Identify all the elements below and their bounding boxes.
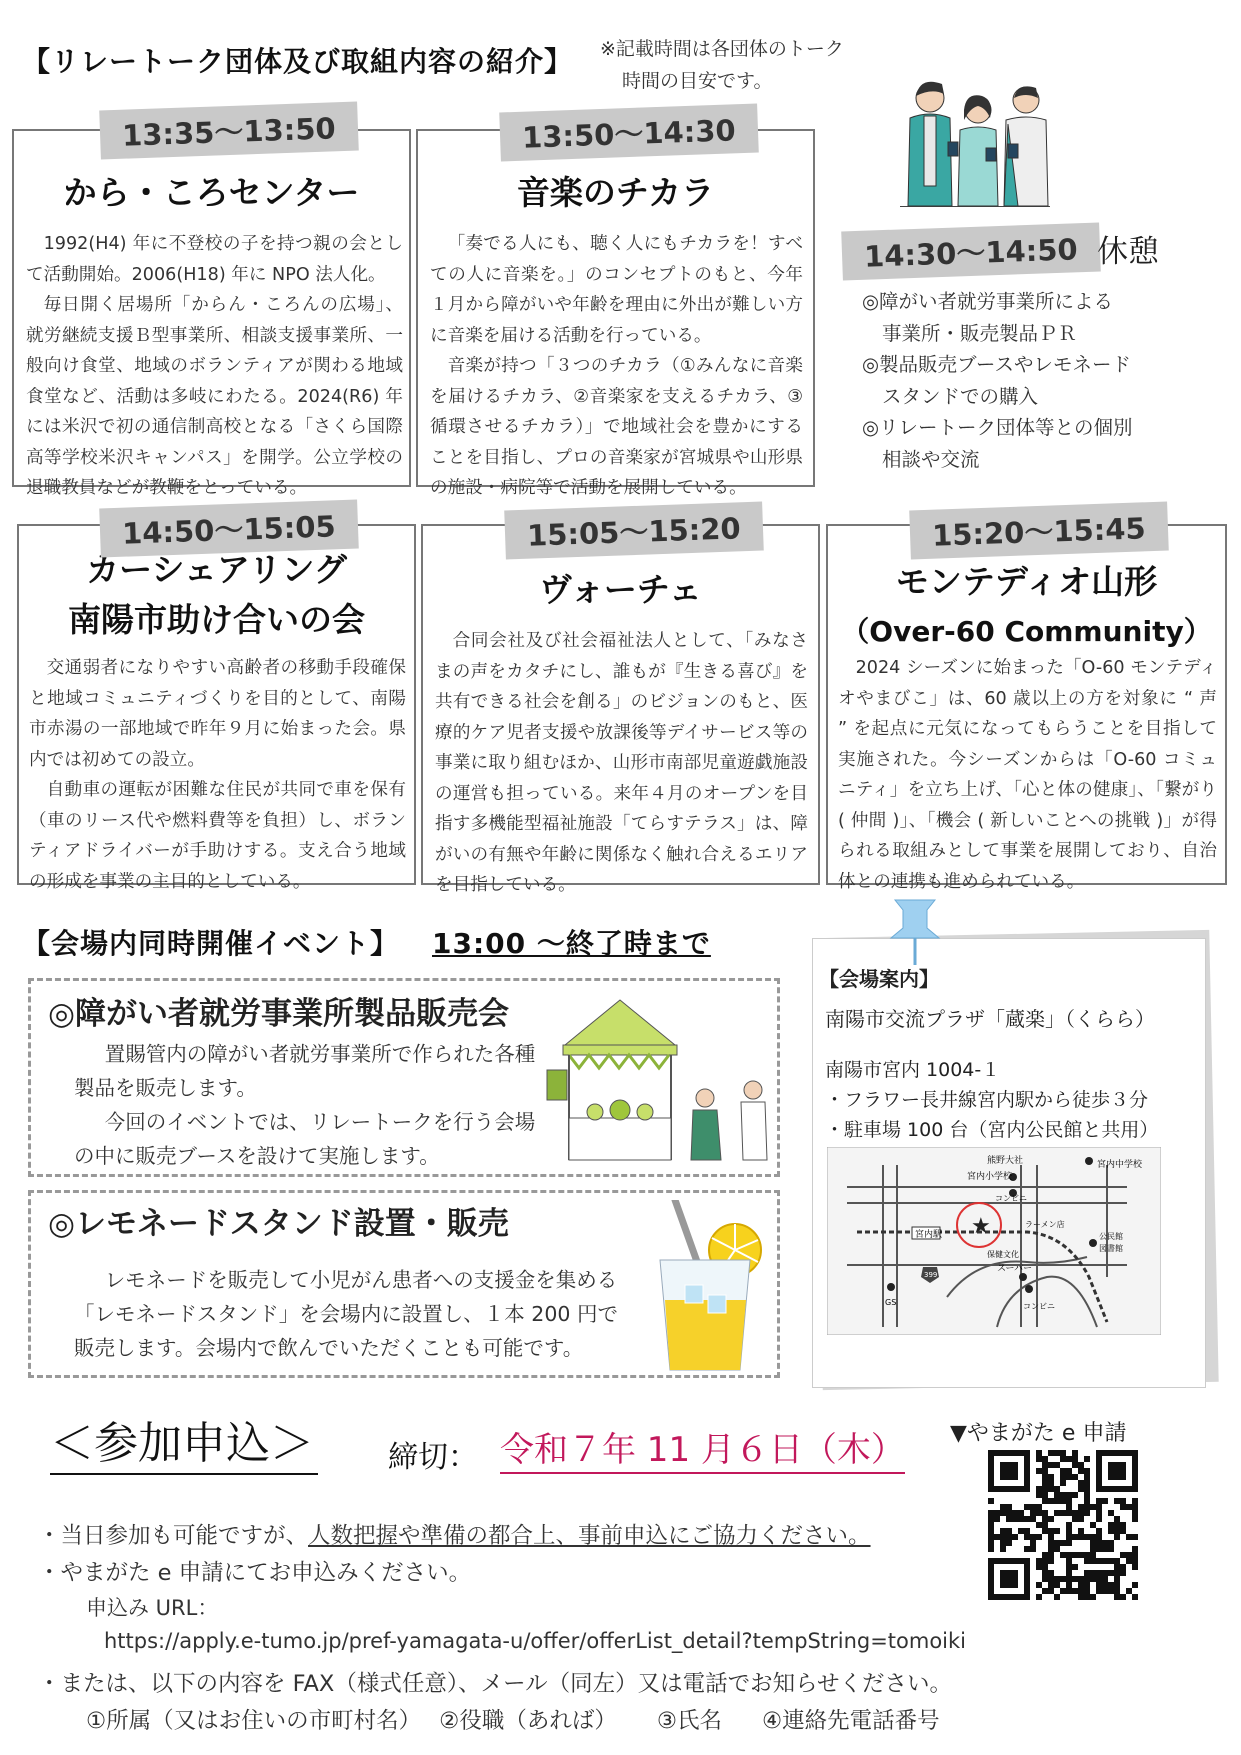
time-note-line1: ※記載時間は各団体のトーク: [600, 38, 844, 60]
list-item: 事業所・販売製品ＰＲ: [882, 321, 1078, 345]
map-kominkan-label: 公民館: [1099, 1232, 1123, 1241]
map-super-label: スーパー: [997, 1264, 1033, 1274]
list-item: ◎障がい者就労事業所による: [862, 290, 1114, 313]
relay-block-music: [416, 129, 815, 498]
map-station-label: 宮内駅: [915, 1230, 943, 1240]
relay-block-voce: [421, 524, 820, 895]
time-note-line2: 時間の目安です。: [622, 70, 773, 92]
venue-name: 南陽市交流プラザ「蔵楽」（くらら）: [825, 1007, 1155, 1031]
list-item: 相談や交流: [882, 447, 980, 471]
block-title: から・ころセンター: [63, 173, 360, 212]
note-fax: ・または、以下の内容を FAX（様式任意）、メール（同左）又は電話でお知らせください。: [38, 1671, 952, 1697]
paragraph: 1992(H4) 年に不登校の子を持つ親の会として活動開始。2006(H18) 年に NPO 法人化。: [26, 234, 403, 285]
relay-block-karakoro: [12, 129, 411, 498]
required-fields: [86, 1703, 940, 1735]
field-name: ③氏名: [656, 1708, 723, 1734]
block-description: [838, 653, 1217, 897]
list-item: スタンドでの購入: [882, 384, 1039, 408]
url-label: 申込み URL：: [86, 1596, 219, 1620]
break-activities: [862, 286, 1133, 475]
paragraph: 合同会社及び社会福祉法人として、「みなさまの声をカタチにし、誰もが『生きる喜び』を共有できる社会を創る」のビジョンのもと、医療的ケア児者支援や放課後等デイサービス等の事業に取り組むほか、山形市南部児童遊戯施設の運営も担っている。来年４月のオープンを目指す多機能型福祉施設「てらすテラス」は、障がいの有無や年齢に関係なく触れ合えるエリアを目指している。: [435, 631, 808, 895]
paragraph: 毎日開く居場所「からん・ころんの広場」、就労継続支援Ｂ型事業所、相談支援事業所、一般向け食堂、地域のボランティアが関わる地域食堂など、活動は多岐にわたる。2024(R6) 年には米沢で初の通信制高校となる「さくら国際高等学校米沢キャンパス」を開学。公立学校の退職教員などが教鞭をとっている。: [26, 295, 403, 498]
block-title: カーシェアリング: [86, 550, 347, 589]
qr-code[interactable]: [988, 1450, 1138, 1600]
map-elementary-label: 宮内小学校: [967, 1172, 1013, 1182]
block-description: [29, 653, 406, 897]
map-hoken-label: 保健文化: [987, 1250, 1019, 1259]
paragraph: 自動車の運転が困難な住民が共同で車を保有（車のリース代や燃料費等を負担）し、ボランティアドライバーが手助けする。支え合う地域の形成を事業の主目的としている。: [29, 780, 406, 892]
field-position: ②役職（あれば）: [439, 1708, 617, 1734]
venue-star-marker: ★: [971, 1214, 991, 1239]
event-lemonade-text: [74, 1263, 634, 1365]
paragraph: 2024 シーズンに始まった「O-60 モンテディオやまびこ」は、60 歳以上の方を対象に “ 声 ” を起点に元気になってもらうことを目指して実施された。今シーズンからは「O-60 コミュニティ」を立ち上げ、「心と体の健康」、「繋がり ( 仲間 )」、「機会 ( 新しいことへの挑戦 )」が得られる取組みとして事業を展開しており、自治体との連携も進められている。: [838, 658, 1217, 892]
venue-address: 南陽市宮内 1004-１: [825, 1059, 1001, 1081]
block-description: [435, 626, 808, 901]
relay-block-montedio: [826, 524, 1227, 892]
people-talking-illustration: [890, 58, 1060, 208]
time-badge: 15:20〜15:45: [909, 502, 1168, 560]
map-junior-label: 宮内中学校: [1097, 1160, 1143, 1170]
sales-booth-illustration: [545, 990, 775, 1170]
paragraph: 交通弱者になりやすい高齢者の移動手段確保と地域コミュニティづくりを目的として、南陽市赤湯の一部地域で昨年９月に始まった会。県内では初めての設立。: [29, 658, 406, 770]
note-eshinsei: ・やまがた e 申請にてお申込みください。: [38, 1560, 472, 1586]
apply-heading: ＜参加申込＞: [50, 1415, 318, 1475]
block-subtitle: 南陽市助け合いの会: [68, 600, 365, 639]
list-item: ◎製品販売ブースやレモネード: [862, 353, 1131, 376]
block-subtitle: （Over-60 Community）: [841, 615, 1212, 648]
paragraph: レモネードを販売して小児がん患者への支援金を集める「レモネードスタンド」を会場内に設置し、１本 200 円で販売します。会場内で飲んでいただくことも可能です。: [74, 1268, 618, 1360]
note-same-day: [38, 1518, 871, 1550]
note-emphasis: 人数把握や準備の都合上、事前申込にご協力ください。: [308, 1523, 871, 1549]
field-affiliation: ①所属（又はお住いの市町村名）: [86, 1708, 422, 1734]
note-text: ・当日参加も可能ですが、: [38, 1523, 309, 1549]
time-badge: 14:50〜15:05: [99, 500, 358, 558]
qr-label: ▼やまがた e 申請: [950, 1421, 1127, 1446]
block-title: ヴォーチェ: [539, 570, 702, 609]
venue-map: [827, 1147, 1161, 1335]
venue-access-train: ・フラワー長井線宮内駅から徒歩３分: [825, 1089, 1149, 1111]
lemonade-glass-illustration: [640, 1200, 780, 1375]
map-ramen-label: ラーメン店: [1025, 1220, 1065, 1229]
break-label: 休憩: [1097, 234, 1159, 270]
relay-block-carsharing: [17, 524, 416, 892]
time-badge: 13:50〜14:30: [499, 104, 758, 162]
event-sales-text: [74, 1037, 544, 1173]
break-time-badge: 14:30〜14:50: [841, 223, 1100, 281]
events-heading: 【会場内同時開催イベント】: [22, 927, 400, 960]
time-badge: 13:35〜13:50: [99, 102, 358, 160]
deadline-label: 締切：: [388, 1440, 478, 1475]
list-item: ◎リレートーク団体等との個別: [862, 416, 1133, 439]
venue-access-parking: ・駐車場 100 台（宮内公民館と共用）: [825, 1119, 1159, 1141]
events-time: 13:00 〜終了時まで: [432, 927, 711, 960]
event-lemonade-title: ◎レモネードスタンド設置・販売: [48, 1206, 509, 1242]
map-route-label: 399: [924, 1271, 938, 1279]
paragraph: 置賜管内の障がい者就労事業所で作られた各種製品を販売します。: [74, 1042, 536, 1100]
map-konbini-label: コンビニ: [995, 1194, 1027, 1203]
map-kumano-label: 熊野大社: [987, 1156, 1024, 1166]
time-badge: 15:05〜15:20: [504, 502, 763, 560]
apply-url-link[interactable]: https://apply.e-tumo.jp/pref-yamagata-u/offer/offerList_detail?tempString=tomoiki: [104, 1629, 967, 1653]
block-title: モンテディオ山形: [895, 562, 1158, 601]
paragraph: 今回のイベントでは、リレートークを行う会場の中に販売ブースを設けて実施します。: [74, 1110, 536, 1168]
relay-heading: 【リレートーク団体及び取組内容の紹介】: [22, 45, 574, 78]
block-description: [430, 229, 803, 504]
push-pin-icon: [885, 890, 945, 970]
deadline-date: 令和７年 11 月６日（木）: [500, 1428, 905, 1474]
event-sales-title: ◎障がい者就労事業所製品販売会: [48, 996, 510, 1032]
block-description: [26, 229, 403, 504]
paragraph: 音楽が持つ「３つのチカラ（①みんなに音楽を届けるチカラ、②音楽家を支えるチカラ、③循環させるチカラ）」で地域社会を豊かにすることを目指し、プロの音楽家が宮城県や山形県の施設・病院等で活動を展開している。: [430, 356, 803, 498]
venue-card: [812, 938, 1206, 1388]
map-tosho-label: 図書館: [1099, 1244, 1123, 1253]
venue-heading: 【会場案内】: [819, 967, 939, 991]
map-gs-label: GS: [885, 1298, 897, 1307]
map-konbini2-label: コンビニ: [1023, 1302, 1055, 1311]
block-title: 音楽のチカラ: [516, 173, 715, 212]
field-phone: ④連絡先電話番号: [762, 1708, 940, 1734]
paragraph: 「奏でる人にも、聴く人にもチカラを！すべての人に音楽を。」のコンセプトのもと、今年１月から障がいや年齢を理由に外出が難しい方に音楽を届ける活動を行っている。: [430, 234, 803, 346]
